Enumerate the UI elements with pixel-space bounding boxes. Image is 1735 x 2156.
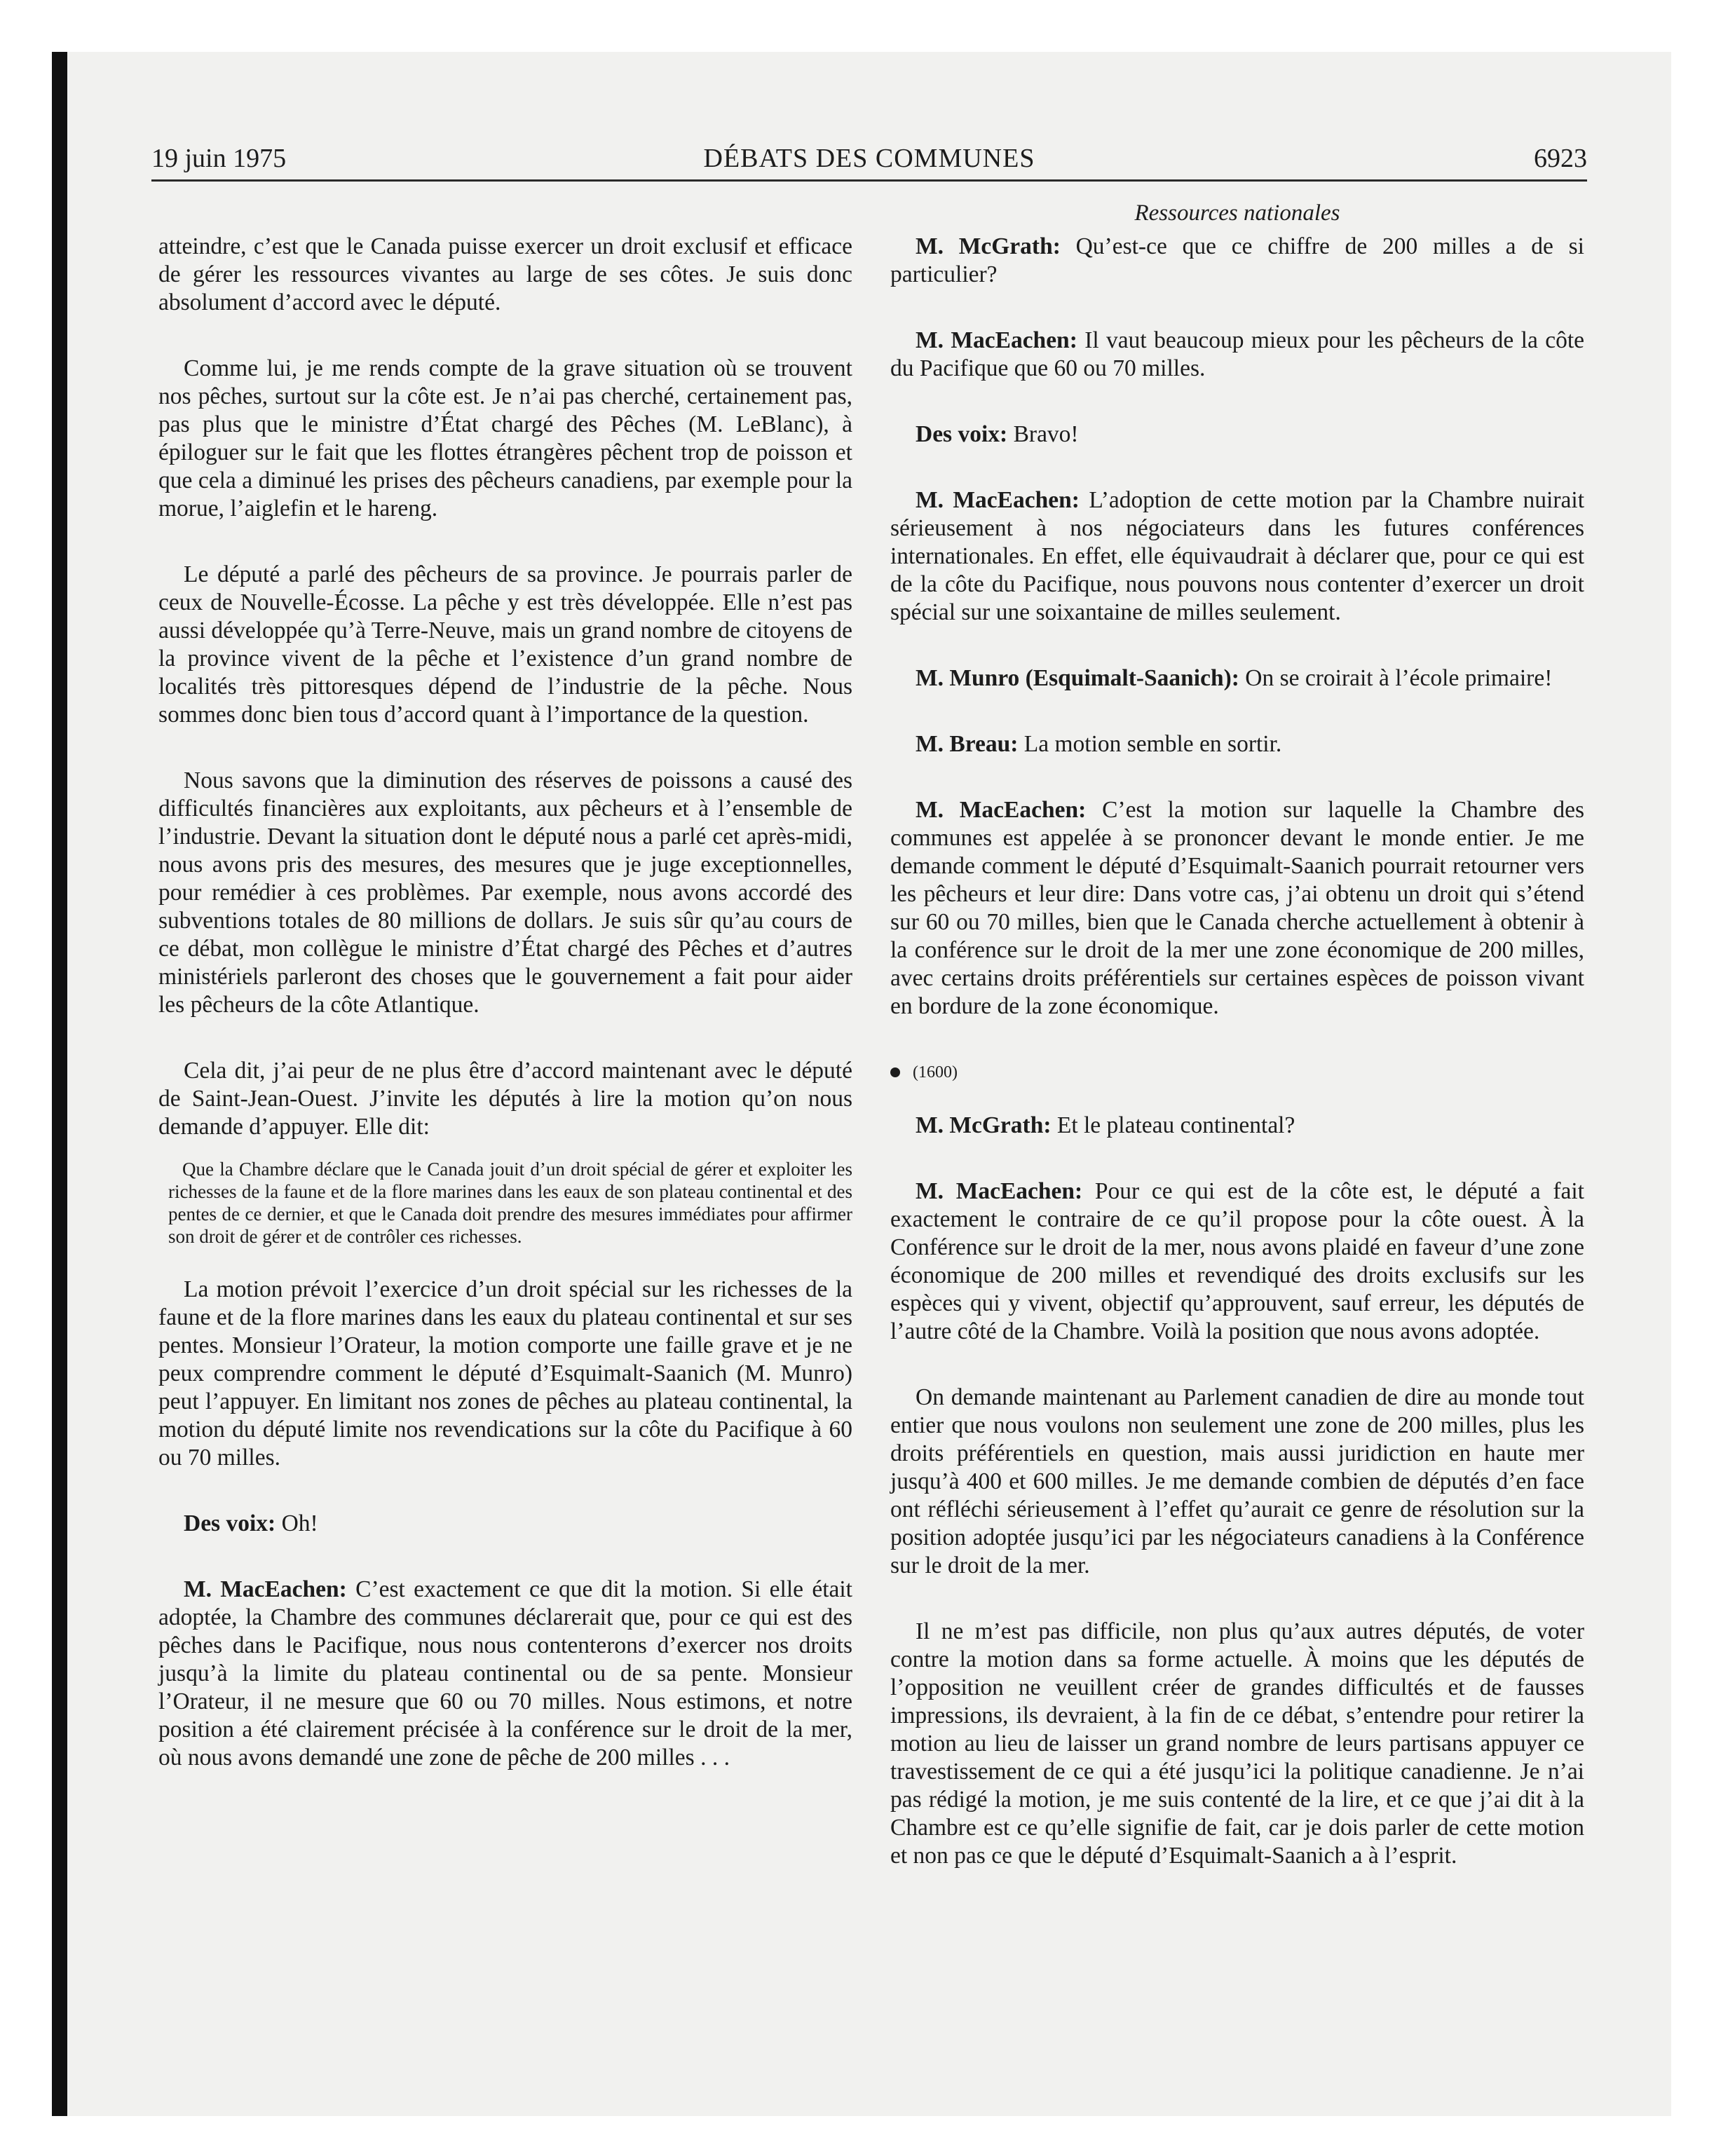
speech-text: Oh!	[275, 1510, 318, 1536]
speech	[890, 796, 1584, 1021]
speech	[890, 1178, 1584, 1346]
header-page-number: 6923	[1534, 144, 1587, 173]
speaker-name: M. MacEachen:	[916, 327, 1077, 353]
speech-text: C’est la motion sur laquelle la Chambre des communes est appelée à se prononcer devant le monde entier. Je me demande comment le député d’Esquimalt-Saanich pourrait retourner vers les pêcheurs et leur dire: Dans votre cas, j’ai obtenu un droit qui s’étend sur 60 ou 70 milles, bien que le Canada cherche actuellement à obtenir à la conférence sur le droit de la mer une zone économique de 200 milles, avec certains droits préférentiels sur certaines espèces de poisson vivant en bordure de la zone économique.	[890, 797, 1584, 1019]
paragraph: Comme lui, je me rends compte de la grave situation où se trouvent nos pêches, surtout sur la côte est. Je n’ai pas cherché, certainement pas, pas plus que le ministre d’État chargé des Pêches (M. LeBlanc), à épiloguer sur le fait que les flottes étrangères pêchent trop de poisson et que cela a diminué les prises des pêcheurs canadiens, par exemple pour la morue, l’aiglefin et le hareng.	[158, 355, 852, 521]
right-column	[890, 233, 1584, 1908]
paragraph: Cela dit, j’ai peur de ne plus être d’accord maintenant avec le député de Saint-Jean-Ouest. J’invite les députés à lire la motion qu’on nous demande d’appuyer. Elle dit:	[158, 1058, 852, 1140]
speech	[890, 421, 1584, 449]
speech-text: Pour ce qui est de la côte est, le député a fait exactement le contraire de ce qu’il propose pour la côte ouest. À la Conférence sur le droit de la mer, nous avons plaidé en faveur d’une zone économique de 200 milles et revendiqué des droits exclusifs sur les espèces qui y vivent, objectif qu’approuvent, sauf erreur, les députés de l’autre côté de la Chambre. Voilà la position que nous avons adoptée.	[890, 1178, 1584, 1344]
speaker-name: M. MacEachen:	[916, 487, 1080, 513]
speech	[890, 486, 1584, 627]
paragraph: La motion prévoit l’exercice d’un droit spécial sur les richesses de la faune et de la flore marines dans les eaux du plateau continental et sur ses pentes. Monsieur l’Orateur, la motion comporte une faille grave et je ne peux comprendre comment le député d’Esquimalt-Saanich (M. Munro) peut l’appuyer. En limitant nos zones de pêches au plateau continental, la motion du député limite nos revendications sur la côte du Pacifique à 60 ou 70 milles.	[158, 1276, 852, 1471]
speech-text: Qu’est-ce que ce chiffre de 200 milles a de si particulier?	[890, 233, 1584, 287]
speech	[890, 1112, 1584, 1140]
scan-edge	[52, 52, 67, 2116]
time-marker	[890, 1058, 1584, 1086]
speaker-name: M. Munro (Esquimalt-Saanich):	[916, 665, 1239, 691]
speech	[158, 1510, 852, 1538]
speaker-name: Des voix:	[184, 1510, 276, 1536]
speaker-name: Des voix:	[916, 421, 1008, 447]
paragraph: atteindre, c’est que le Canada puisse exercer un droit exclusif et efficace de gérer les ressources vivantes au large de ses côtes. Je suis donc absolument d’accord avec le député.	[158, 233, 852, 315]
paragraph: Nous savons que la diminution des réserves de poissons a causé des difficultés financières aux exploitants, aux pêcheurs et à l’ensemble de l’industrie. Devant la situation dont le député nous a parlé cet après-midi, nous avons pris des mesures, des mesures que je juge exceptionnelles, pour remédier à ces problèmes. Par exemple, nous avons accordé des subventions totales de 80 millions de dollars. Je suis sûr qu’au cours de ce débat, mon collègue le ministre d’État chargé des Pêches et d’autres ministériels parleront des choses que le gouvernement a fait pour aider les pêcheurs de la côte Atlantique.	[158, 767, 852, 1018]
speech	[890, 327, 1584, 383]
speech	[890, 730, 1584, 758]
paragraph: On demande maintenant au Parlement canadien de dire au monde tout entier que nous voulons non seulement une zone de 200 milles, plus les droits préférentiels en question, mais aussi juridiction en haute mer jusqu’à 400 et 600 milles. Je me demande combien de députés d’en face ont réfléchi sérieusement à l’effet qu’aurait ce genre de résolution sur la position adoptée jusqu’ici par les négociateurs canadiens à la Conférence sur le droit de la mer.	[890, 1384, 1584, 1578]
time-marker-text: (1600)	[913, 1063, 958, 1082]
speech	[890, 233, 1584, 289]
speech-text: C’est exactement ce que dit la motion. Si elle était adoptée, la Chambre des communes déclarerait que, pour ce qui est des pêches dans le Pacifique, nous nous contenterons d’exercer nos droits jusqu’à la limite du plateau continental ou de sa pente. Monsieur l’Orateur, il ne mesure que 60 ou 70 milles. Nous estimons, et notre position a été clairement précisée à la conférence sur le droit de la mer, où nous avons demandé une zone de pêche de 200 milles . . .	[158, 1576, 852, 1770]
speech-text: Il vaut beaucoup mieux pour les pêcheurs de la côte du Pacifique que 60 ou 70 milles.	[890, 327, 1584, 381]
section-title: Ressources nationales	[1134, 200, 1340, 226]
speaker-name: M. MacEachen:	[184, 1576, 347, 1602]
left-column	[158, 233, 852, 1810]
bullet-icon	[890, 1067, 900, 1077]
speech	[158, 1576, 852, 1772]
speaker-name: M. MacEachen:	[916, 797, 1087, 823]
speaker-name: M. McGrath:	[916, 233, 1061, 259]
page-header	[151, 140, 1587, 182]
speaker-name: M. McGrath:	[916, 1112, 1052, 1138]
speech-text: Et le plateau continental?	[1051, 1112, 1295, 1138]
header-title: DÉBATS DES COMMUNES	[703, 144, 1035, 173]
speech-text: On se croirait à l’école primaire!	[1239, 665, 1553, 691]
speaker-name: M. MacEachen:	[916, 1178, 1083, 1204]
paragraph: Il ne m’est pas difficile, non plus qu’aux autres députés, de voter contre la motion dans sa forme actuelle. À moins que les députés de l’opposition ne veuillent créer de grandes difficultés et de fausses impressions, ils devraient, à la fin de ce débat, s’entendre pour retirer la motion au lieu de laisser un grand nombre de leurs partisans appuyer ce travestissement de ce qui a été jusqu’ici la politique canadienne. Je n’ai pas rédigé la motion, je me suis contenté de la lire, et ce que j’ai dit à la Chambre est ce qu’elle signifie de fait, car je dois parler de cette motion et non pas ce que le député d’Esquimalt-Saanich a à l’esprit.	[890, 1618, 1584, 1869]
speech-text: Bravo!	[1007, 421, 1079, 447]
motion-quote: Que la Chambre déclare que le Canada jouit d’un droit spécial de gérer et exploiter les richesses de la faune et de la flore marines dans les eaux de son plateau continental et des pentes de ce dernier, et que le Canada doit prendre des mesures immédiates pour affirmer son droit de gérer et de contrôler ces richesses.	[168, 1159, 852, 1247]
speech-text: La motion semble en sortir.	[1018, 731, 1282, 757]
speech-text: L’adoption de cette motion par la Chambre nuirait sérieusement à nos négociateurs dans les futures conférences internationales. En effet, elle équivaudrait à déclarer que, pour ce qui est de la côte du Pacifique, nous pouvons nous contenter d’exercer un droit spécial sur une soixantaine de milles seulement.	[890, 487, 1584, 625]
header-date: 19 juin 1975	[151, 144, 287, 173]
speech	[890, 664, 1584, 692]
paragraph: Le député a parlé des pêcheurs de sa province. Je pourrais parler de ceux de Nouvelle-Écosse. La pêche y est très développée. Elle n’est pas aussi développée qu’à Terre-Neuve, mais un grand nombre de citoyens de la province vivent de la pêche et l’existence d’un grand nombre de localités très pittoresques dépend de l’industrie de la pêche. Nous sommes donc bien tous d’accord quant à l’importance de la question.	[158, 561, 852, 728]
speaker-name: M. Breau:	[916, 731, 1019, 757]
